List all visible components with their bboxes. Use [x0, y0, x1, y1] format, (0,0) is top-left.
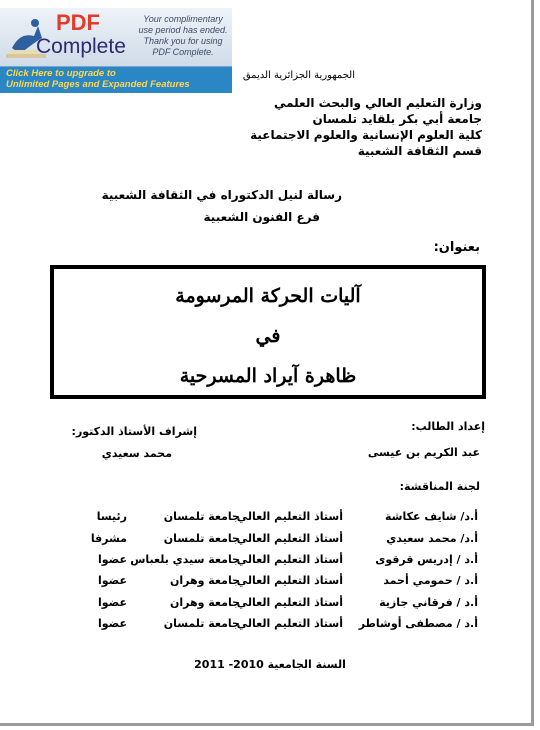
member-university: جامعة وهران — [169, 596, 240, 609]
committee-label: لجنة المناقشة: — [399, 480, 480, 493]
member-university: جامعة تلمسان — [163, 532, 240, 545]
supervisor-name: محمد سعيدي — [101, 447, 172, 460]
supervisor-label: إشراف الأستاذ الدكتور: — [71, 425, 197, 438]
banner-cta-line: Unlimited Pages and Expanded Features — [6, 79, 190, 90]
member-name: أ.د / فرقاني جازية — [379, 596, 478, 609]
member-role: عضوا — [97, 553, 127, 566]
member-rank: أستاذ التعليم العالي — [236, 510, 343, 523]
banner-upgrade-link[interactable] — [6, 68, 230, 90]
member-rank: أستاذ التعليم العالي — [236, 596, 343, 609]
member-role: عضوا — [97, 596, 127, 609]
banner-pdf-text: PDF — [56, 10, 100, 35]
member-university: جامعة وهران — [169, 574, 240, 587]
republic-heading: الجمهورية الجزائرية الديمق — [242, 70, 355, 81]
banner-note-line: use period has ended. — [138, 25, 228, 35]
branch-line: فرع الفنون الشعبية — [203, 210, 320, 224]
prepared-by-label: إعداد الطالب: — [411, 420, 485, 433]
thesis-title-box — [50, 265, 486, 399]
title-line-3: ظاهرة آيراد المسرحية — [179, 365, 357, 387]
member-name: أ.د / مصطفى أوشاطر — [358, 617, 478, 630]
title-line-2: في — [255, 325, 281, 347]
title-label: بعنوان: — [433, 240, 480, 255]
member-rank: أستاذ التعليم العالي — [236, 553, 343, 566]
member-name: أ.د/ محمد سعيدي — [386, 532, 478, 545]
member-rank: أستاذ التعليم العالي — [236, 574, 343, 587]
member-role: مشرفا — [90, 532, 127, 545]
university-line: جامعة أبي بكر بلقايد تلمسان — [312, 112, 482, 126]
banner-cta-line: Click Here to upgrade to — [6, 68, 116, 79]
member-university: جامعة تلمسان — [163, 510, 240, 523]
member-rank: أستاذ التعليم العالي — [236, 532, 343, 545]
banner-note-line: PDF Complete. — [152, 47, 214, 57]
faculty-line: كلية العلوم الإنسانية والعلوم الاجتماعية — [250, 128, 482, 142]
degree-line: رسالة لنيل الدكتوراه في الثقافة الشعبية — [101, 188, 342, 202]
member-name: أ.د / حمومي أحمد — [383, 574, 478, 587]
banner-trial-note — [136, 14, 230, 58]
banner-complete-text: Complete — [36, 35, 126, 58]
banner-note-line: Thank you for using — [143, 36, 223, 46]
ministry-line: وزارة التعليم العالي والبحث العلمي — [273, 96, 482, 110]
department-line: قسم الثقافة الشعبية — [357, 144, 482, 158]
title-line-1: آليات الحركة المرسومة — [175, 285, 361, 307]
banner-note-line: Your complimentary — [143, 14, 223, 24]
member-name: أ.د/ شايف عكاشة — [385, 510, 478, 523]
member-role: عضوا — [97, 617, 127, 630]
member-rank: أستاذ التعليم العالي — [236, 617, 343, 630]
member-university: جامعة تلمسان — [163, 617, 240, 630]
student-name: عبد الكريم بن عيسى — [367, 446, 480, 459]
member-name: أ.د / إدريس قرقوى — [375, 553, 478, 566]
academic-year: السنة الجامعية 2010- 2011 — [194, 658, 346, 671]
member-university: جامعة سيدي بلعباس — [130, 553, 240, 566]
member-role: رئيسا — [96, 510, 127, 523]
pdf-complete-banner[interactable] — [0, 8, 232, 93]
member-role: عضوا — [97, 574, 127, 587]
